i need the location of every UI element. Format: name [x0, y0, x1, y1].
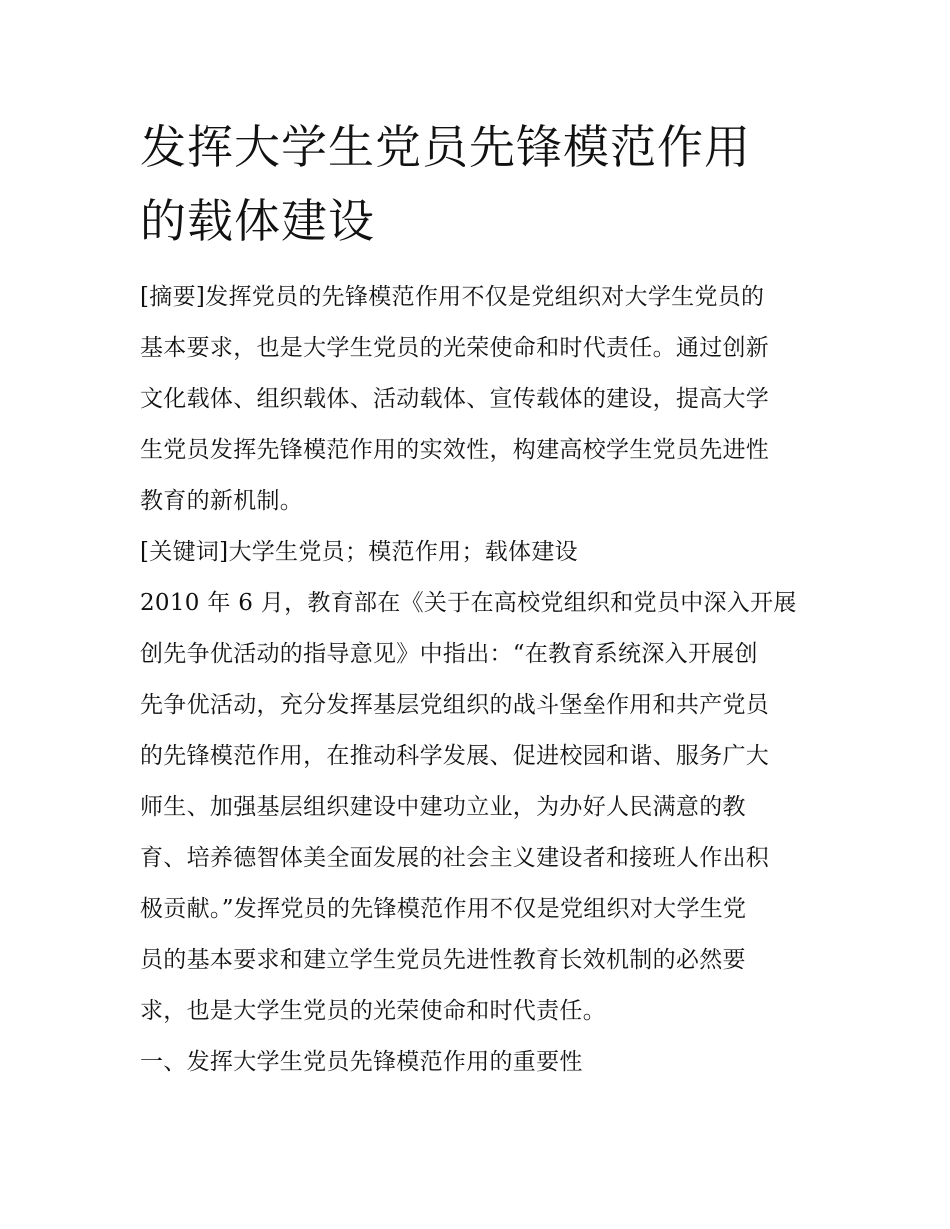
- abstract-line: 基本要求，也是大学生党员的光荣使命和时代责任。通过创新: [140, 335, 770, 361]
- paragraph-line: 极贡献。”发挥党员的先锋模范作用不仅是党组织对大学生党: [140, 896, 747, 922]
- title-line-2: 的载体建设: [140, 194, 375, 248]
- paragraph-line: 创先争优活动的指导意见》中指出：“在教育系统深入开展创: [140, 641, 758, 667]
- paragraph-line: 先争优活动，充分发挥基层党组织的战斗堡垒作用和共产党员: [140, 692, 770, 718]
- paragraph-line: 育、培养德智体美全面发展的社会主义建设者和接班人作出积: [140, 845, 770, 871]
- paragraph-line: 求，也是大学生党员的光荣使命和时代责任。: [140, 998, 606, 1024]
- keywords-line: [关键词]大学生党员；模范作用；载体建设: [140, 539, 578, 565]
- document-title: [140, 110, 815, 258]
- document-body: [140, 272, 815, 1088]
- abstract-line: [摘要]发挥党员的先锋模范作用不仅是党组织对大学生党员的: [140, 284, 765, 310]
- document-page: [140, 110, 815, 1088]
- abstract-line: 文化载体、组织载体、活动载体、宣传载体的建设，提高大学: [140, 386, 770, 412]
- section-heading: 一、发挥大学生党员先锋模范作用的重要性: [140, 1049, 583, 1075]
- paragraph-line: 的先锋模范作用，在推动科学发展、促进校园和谐、服务广大: [140, 743, 770, 769]
- abstract-line: 生党员发挥先锋模范作用的实效性，构建高校学生党员先进性: [140, 437, 770, 463]
- paragraph-line: 师生、加强基层组织建设中建功立业，为办好人民满意的教: [140, 794, 746, 820]
- title-line-1: 发挥大学生党员先锋模范作用: [140, 120, 751, 174]
- paragraph-line: 2010 年 6 月，教育部在《关于在高校党组织和党员中深入开展: [140, 590, 797, 616]
- abstract-line: 教育的新机制。: [140, 488, 304, 514]
- paragraph-line: 员的基本要求和建立学生党员先进性教育长效机制的必然要: [140, 947, 746, 973]
